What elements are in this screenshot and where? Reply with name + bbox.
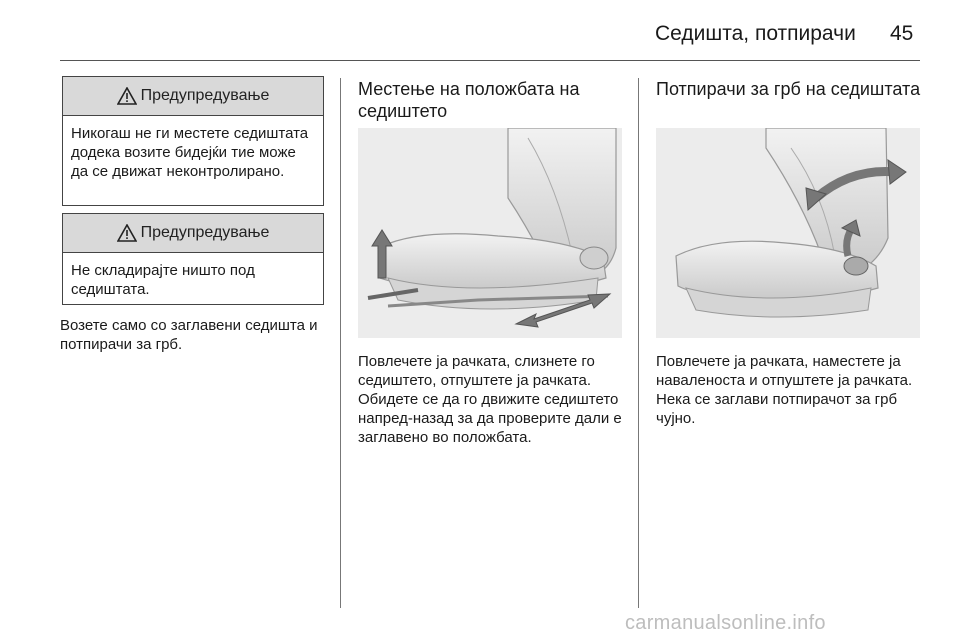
column-divider xyxy=(638,78,639,608)
header-rule xyxy=(60,60,920,61)
seat-slide-image xyxy=(358,128,622,338)
watermark: carmanualsonline.info xyxy=(625,612,826,634)
warning-heading: Предупредување xyxy=(140,224,270,241)
right-paragraph: Повлечете ја рачката, наместете ја навалeноста и отпуштете ја рачката. Нека се заглави потпирачот за грб чујно. xyxy=(656,353,913,427)
left-paragraph: Возете само со заглавени седишта и потпирачи за грб. xyxy=(60,317,318,353)
middle-paragraph: Повлечете ја рачката, слизнете го седиштето, отпуштете ја рачката. Обидете се да го движите седиштето напред-назад за да проверите дали е заглавено во положбата. xyxy=(358,353,622,446)
warning-heading: Предупредување xyxy=(140,87,270,104)
warning-triangle-icon xyxy=(117,87,137,105)
warning-text: Не складирајте ништо под седиштата. xyxy=(71,262,255,298)
section-title-backrests: Потпирачи за грб на седиштата xyxy=(656,79,921,99)
warning-box xyxy=(62,213,324,305)
warning-header xyxy=(63,77,323,116)
seat-adjustment-illustration xyxy=(358,128,622,338)
backrest-illustration xyxy=(656,128,920,338)
warning-triangle-icon xyxy=(117,224,137,242)
warning-box xyxy=(62,76,324,206)
warning-text: Никогаш не ги местете седиштата додека возите бидејќи тие може да се движат неконтролирано. xyxy=(71,125,309,180)
column-divider xyxy=(340,78,341,608)
warning-header xyxy=(63,214,323,253)
backrest-recline-image xyxy=(656,128,920,338)
header-title: Седишта, потпирачи xyxy=(655,22,856,45)
section-title-seat-adjustment: Местење на положбата на седиштето xyxy=(358,79,580,121)
page-number: 45 xyxy=(890,22,914,45)
